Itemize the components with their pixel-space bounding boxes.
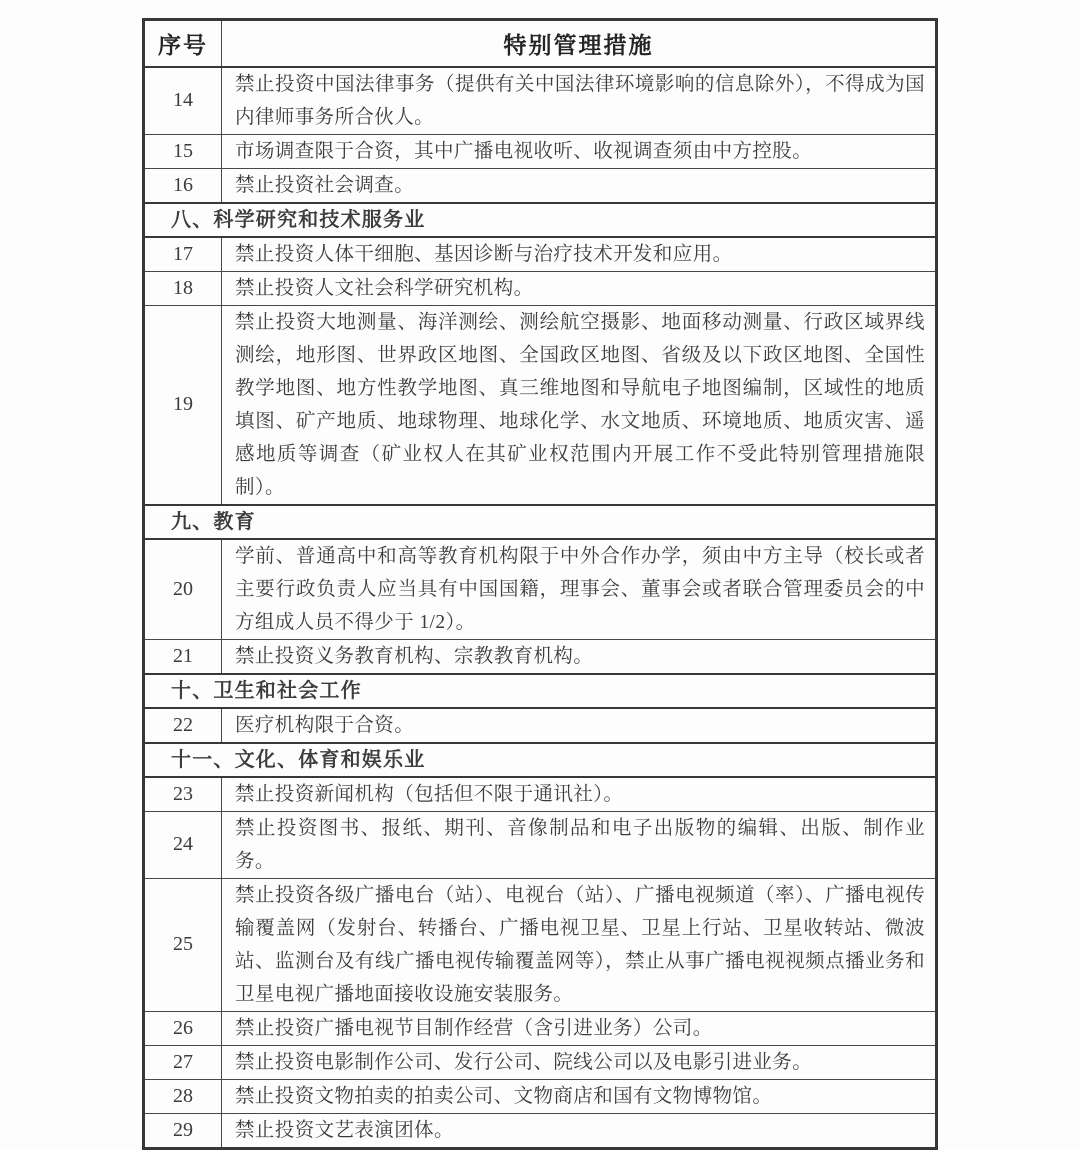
row-number: 26 — [144, 1011, 222, 1045]
row-number: 19 — [144, 305, 222, 505]
row-number: 15 — [144, 134, 222, 168]
row-measure-text: 禁止投资文物拍卖的拍卖公司、文物商店和国有文物博物馆。 — [222, 1079, 937, 1113]
row-measure-text: 禁止投资人文社会科学研究机构。 — [222, 271, 937, 305]
row-number: 25 — [144, 878, 222, 1011]
row-measure-text: 禁止投资电影制作公司、发行公司、院线公司以及电影引进业务。 — [222, 1045, 937, 1079]
section-title: 十一、文化、体育和娱乐业 — [144, 743, 937, 777]
row-measure-text: 禁止投资人体干细胞、基因诊断与治疗技术开发和应用。 — [222, 237, 937, 272]
row-number: 28 — [144, 1079, 222, 1113]
row-measure-text: 医疗机构限于合资。 — [222, 708, 937, 743]
row-number: 16 — [144, 168, 222, 203]
column-header-measure: 特别管理措施 — [222, 20, 937, 67]
row-number: 27 — [144, 1045, 222, 1079]
row-measure-text: 禁止投资中国法律事务（提供有关中国法律环境影响的信息除外），不得成为国内律师事务所合伙人。 — [222, 67, 937, 135]
table-row — [144, 1113, 937, 1148]
table-row — [144, 639, 937, 674]
section-row — [144, 743, 937, 777]
row-number: 21 — [144, 639, 222, 674]
row-measure-text: 禁止投资义务教育机构、宗教教育机构。 — [222, 639, 937, 674]
scanned-document-page — [0, 18, 1080, 1141]
row-number: 29 — [144, 1113, 222, 1148]
table-header — [144, 20, 937, 67]
table-row — [144, 67, 937, 135]
table-body — [144, 67, 937, 1149]
row-measure-text: 禁止投资文艺表演团体。 — [222, 1113, 937, 1148]
header-row — [144, 20, 937, 67]
table-row — [144, 1079, 937, 1113]
row-measure-text: 禁止投资大地测量、海洋测绘、测绘航空摄影、地面移动测量、行政区域界线测绘，地形图、世界政区地图、全国政区地图、省级及以下政区地图、全国性教学地图、地方性教学地图、真三维地图和导航电子地图编制，区域性的地质填图、矿产地质、地球物理、地球化学、水文地质、环境地质、地质灾害、遥感地质等调查（矿业权人在其矿业权范围内开展工作不受此特别管理措施限制）。 — [222, 305, 937, 505]
section-title: 十、卫生和社会工作 — [144, 674, 937, 708]
section-title: 八、科学研究和技术服务业 — [144, 203, 937, 237]
table-row — [144, 811, 937, 878]
table-row — [144, 1011, 937, 1045]
table-row — [144, 237, 937, 272]
row-number: 18 — [144, 271, 222, 305]
section-row — [144, 203, 937, 237]
row-number: 24 — [144, 811, 222, 878]
section-row — [144, 505, 937, 539]
table-row — [144, 168, 937, 203]
row-measure-text: 禁止投资社会调查。 — [222, 168, 937, 203]
row-measure-text: 禁止投资新闻机构（包括但不限于通讯社）。 — [222, 777, 937, 812]
table-row — [144, 539, 937, 640]
row-number: 20 — [144, 539, 222, 640]
section-title: 九、教育 — [144, 505, 937, 539]
table-row — [144, 1045, 937, 1079]
table-row — [144, 878, 937, 1011]
row-measure-text: 禁止投资图书、报纸、期刊、音像制品和电子出版物的编辑、出版、制作业务。 — [222, 811, 937, 878]
row-number: 17 — [144, 237, 222, 272]
special-management-measures-table — [142, 18, 938, 1150]
table-row — [144, 134, 937, 168]
row-number: 22 — [144, 708, 222, 743]
table-row — [144, 271, 937, 305]
row-number: 23 — [144, 777, 222, 812]
table-row — [144, 305, 937, 505]
row-measure-text: 学前、普通高中和高等教育机构限于中外合作办学，须由中方主导（校长或者主要行政负责人应当具有中国国籍，理事会、董事会或者联合管理委员会的中方组成人员不得少于 1/2）。 — [222, 539, 937, 640]
section-row — [144, 674, 937, 708]
row-measure-text: 禁止投资各级广播电台（站）、电视台（站）、广播电视频道（率）、广播电视传输覆盖网（发射台、转播台、广播电视卫星、卫星上行站、卫星收转站、微波站、监测台及有线广播电视传输覆盖网等），禁止从事广播电视视频点播业务和卫星电视广播地面接收设施安装服务。 — [222, 878, 937, 1011]
column-header-number: 序号 — [144, 20, 222, 67]
row-number: 14 — [144, 67, 222, 135]
table-row — [144, 708, 937, 743]
table-row — [144, 777, 937, 812]
row-measure-text: 禁止投资广播电视节目制作经营（含引进业务）公司。 — [222, 1011, 937, 1045]
row-measure-text: 市场调查限于合资，其中广播电视收听、收视调查须由中方控股。 — [222, 134, 937, 168]
